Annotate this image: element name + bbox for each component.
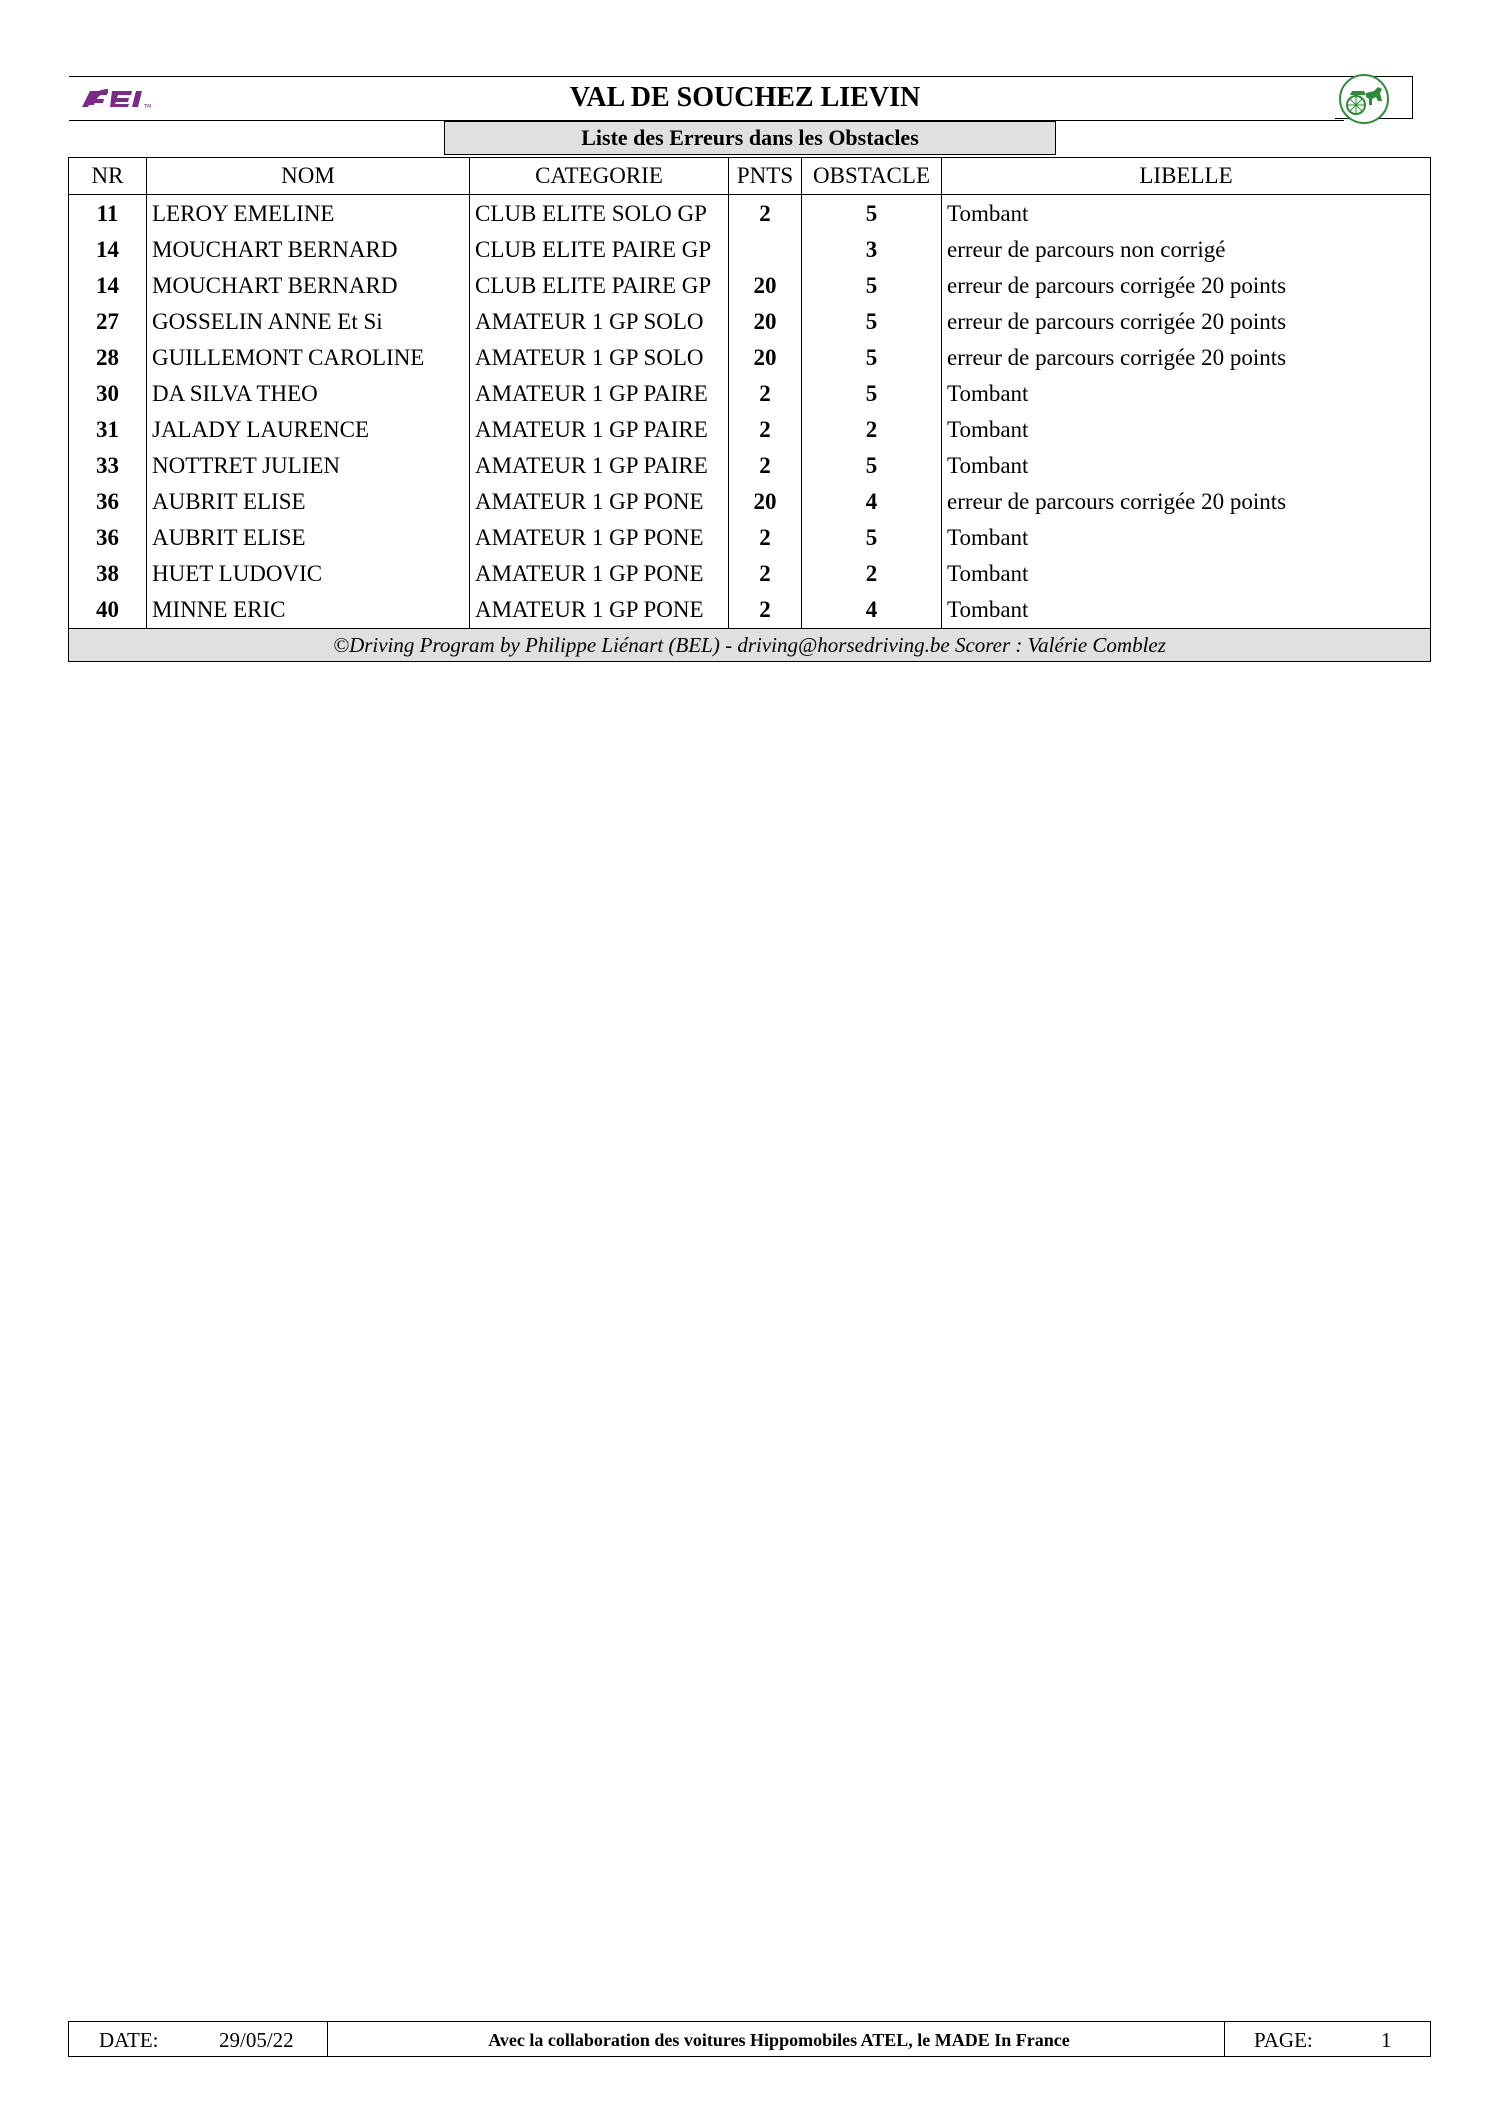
cell-nr: 36 [69,520,147,556]
cell-libelle: erreur de parcours corrigée 20 points [942,340,1431,376]
cell-nr: 38 [69,556,147,592]
cell-nom: DA SILVA THEO [147,376,470,412]
cell-libelle: erreur de parcours non corrigé [942,232,1431,268]
cell-nr: 14 [69,232,147,268]
credits-row [69,629,1431,662]
cell-obstacle: 2 [802,412,942,448]
cell-nom: AUBRIT ELISE [147,484,470,520]
cell-libelle: Tombant [942,195,1431,233]
cell-pnts: 2 [729,448,802,484]
table-row [69,520,1431,556]
cell-obstacle: 5 [802,520,942,556]
cell-libelle: Tombant [942,592,1431,629]
table-row [69,232,1431,268]
date-label: DATE: [99,2028,159,2052]
cell-nom: GUILLEMONT CAROLINE [147,340,470,376]
table-row [69,448,1431,484]
cell-nom: NOTTRET JULIEN [147,448,470,484]
column-header-nr: NR [69,158,147,195]
cell-obstacle: 4 [802,484,942,520]
table-row [69,484,1431,520]
cell-categorie: AMATEUR 1 GP PAIRE [470,448,729,484]
cell-obstacle: 5 [802,340,942,376]
table-row [69,304,1431,340]
cell-categorie: CLUB ELITE SOLO GP [470,195,729,233]
table-row [69,195,1431,233]
cell-nom: AUBRIT ELISE [147,520,470,556]
column-header-nom: NOM [147,158,470,195]
cell-libelle: Tombant [942,520,1431,556]
cell-obstacle: 2 [802,556,942,592]
cell-nr: 28 [69,340,147,376]
horse-carriage-logo [1338,73,1390,125]
cell-nr: 33 [69,448,147,484]
cell-pnts: 20 [729,268,802,304]
cell-nr: 14 [69,268,147,304]
page-number: 1 [1381,2028,1392,2052]
cell-categorie: AMATEUR 1 GP PONE [470,520,729,556]
table-row [69,592,1431,629]
cell-obstacle: 5 [802,195,942,233]
table-header-row [69,158,1431,195]
cell-obstacle: 5 [802,304,942,340]
cell-nom: MOUCHART BERNARD [147,232,470,268]
cell-obstacle: 3 [802,232,942,268]
column-header-libelle: LIBELLE [942,158,1431,195]
cell-nr: 11 [69,195,147,233]
table-row [69,268,1431,304]
table-row [69,412,1431,448]
cell-nom: HUET LUDOVIC [147,556,470,592]
fei-logo [78,83,168,113]
cell-categorie: CLUB ELITE PAIRE GP [470,232,729,268]
cell-obstacle: 5 [802,376,942,412]
page-footer [68,2021,1431,2057]
report-subtitle: Liste des Erreurs dans les Obstacles [444,121,1056,155]
cell-pnts [729,232,802,268]
cell-nom: JALADY LAURENCE [147,412,470,448]
cell-categorie: AMATEUR 1 GP PONE [470,556,729,592]
cell-pnts: 2 [729,195,802,233]
cell-categorie: AMATEUR 1 GP PAIRE [470,376,729,412]
cell-categorie: AMATEUR 1 GP SOLO [470,340,729,376]
credits-text: ©Driving Program by Philippe Liénart (BEL) - driving@horsedriving.be Scorer : Valérie Comblez [69,629,1431,662]
cell-nr: 40 [69,592,147,629]
cell-libelle: Tombant [942,412,1431,448]
cell-pnts: 20 [729,484,802,520]
cell-categorie: AMATEUR 1 GP PONE [470,484,729,520]
cell-obstacle: 4 [802,592,942,629]
header-top-rule [69,76,1410,77]
cell-pnts: 20 [729,340,802,376]
cell-obstacle: 5 [802,268,942,304]
column-header-pnts: PNTS [729,158,802,195]
cell-nom: MINNE ERIC [147,592,470,629]
cell-pnts: 2 [729,412,802,448]
cell-pnts: 2 [729,376,802,412]
cell-pnts: 2 [729,592,802,629]
cell-libelle: erreur de parcours corrigée 20 points [942,484,1431,520]
footer-divider [1224,2022,1225,2056]
cell-libelle: erreur de parcours corrigée 20 points [942,304,1431,340]
cell-nom: GOSSELIN ANNE Et Si [147,304,470,340]
cell-nom: LEROY EMELINE [147,195,470,233]
cell-libelle: erreur de parcours corrigée 20 points [942,268,1431,304]
column-header-obstacle: OBSTACLE [802,158,942,195]
cell-nr: 30 [69,376,147,412]
collaboration-note: Avec la collaboration des voitures Hippomobiles ATEL, le MADE In France [488,2030,1070,2050]
cell-nom: MOUCHART BERNARD [147,268,470,304]
cell-obstacle: 5 [802,448,942,484]
svg-text:TM: TM [144,104,152,110]
cell-pnts: 2 [729,556,802,592]
date-value: 29/05/22 [219,2028,294,2052]
results-table [68,157,1431,662]
column-header-categorie: CATEGORIE [470,158,729,195]
cell-categorie: AMATEUR 1 GP PONE [470,592,729,629]
cell-categorie: AMATEUR 1 GP SOLO [470,304,729,340]
cell-nr: 27 [69,304,147,340]
table-body [69,195,1431,629]
cell-pnts: 2 [729,520,802,556]
footer-divider [327,2022,328,2056]
cell-pnts: 20 [729,304,802,340]
table-row [69,376,1431,412]
event-title: VAL DE SOUCHEZ LIEVIN [569,82,921,113]
cell-nr: 36 [69,484,147,520]
page-label: PAGE: [1254,2028,1313,2052]
cell-libelle: Tombant [942,448,1431,484]
cell-categorie: CLUB ELITE PAIRE GP [470,268,729,304]
cell-libelle: Tombant [942,556,1431,592]
cell-categorie: AMATEUR 1 GP PAIRE [470,412,729,448]
cell-libelle: Tombant [942,376,1431,412]
table-row [69,556,1431,592]
table-row [69,340,1431,376]
cell-nr: 31 [69,412,147,448]
